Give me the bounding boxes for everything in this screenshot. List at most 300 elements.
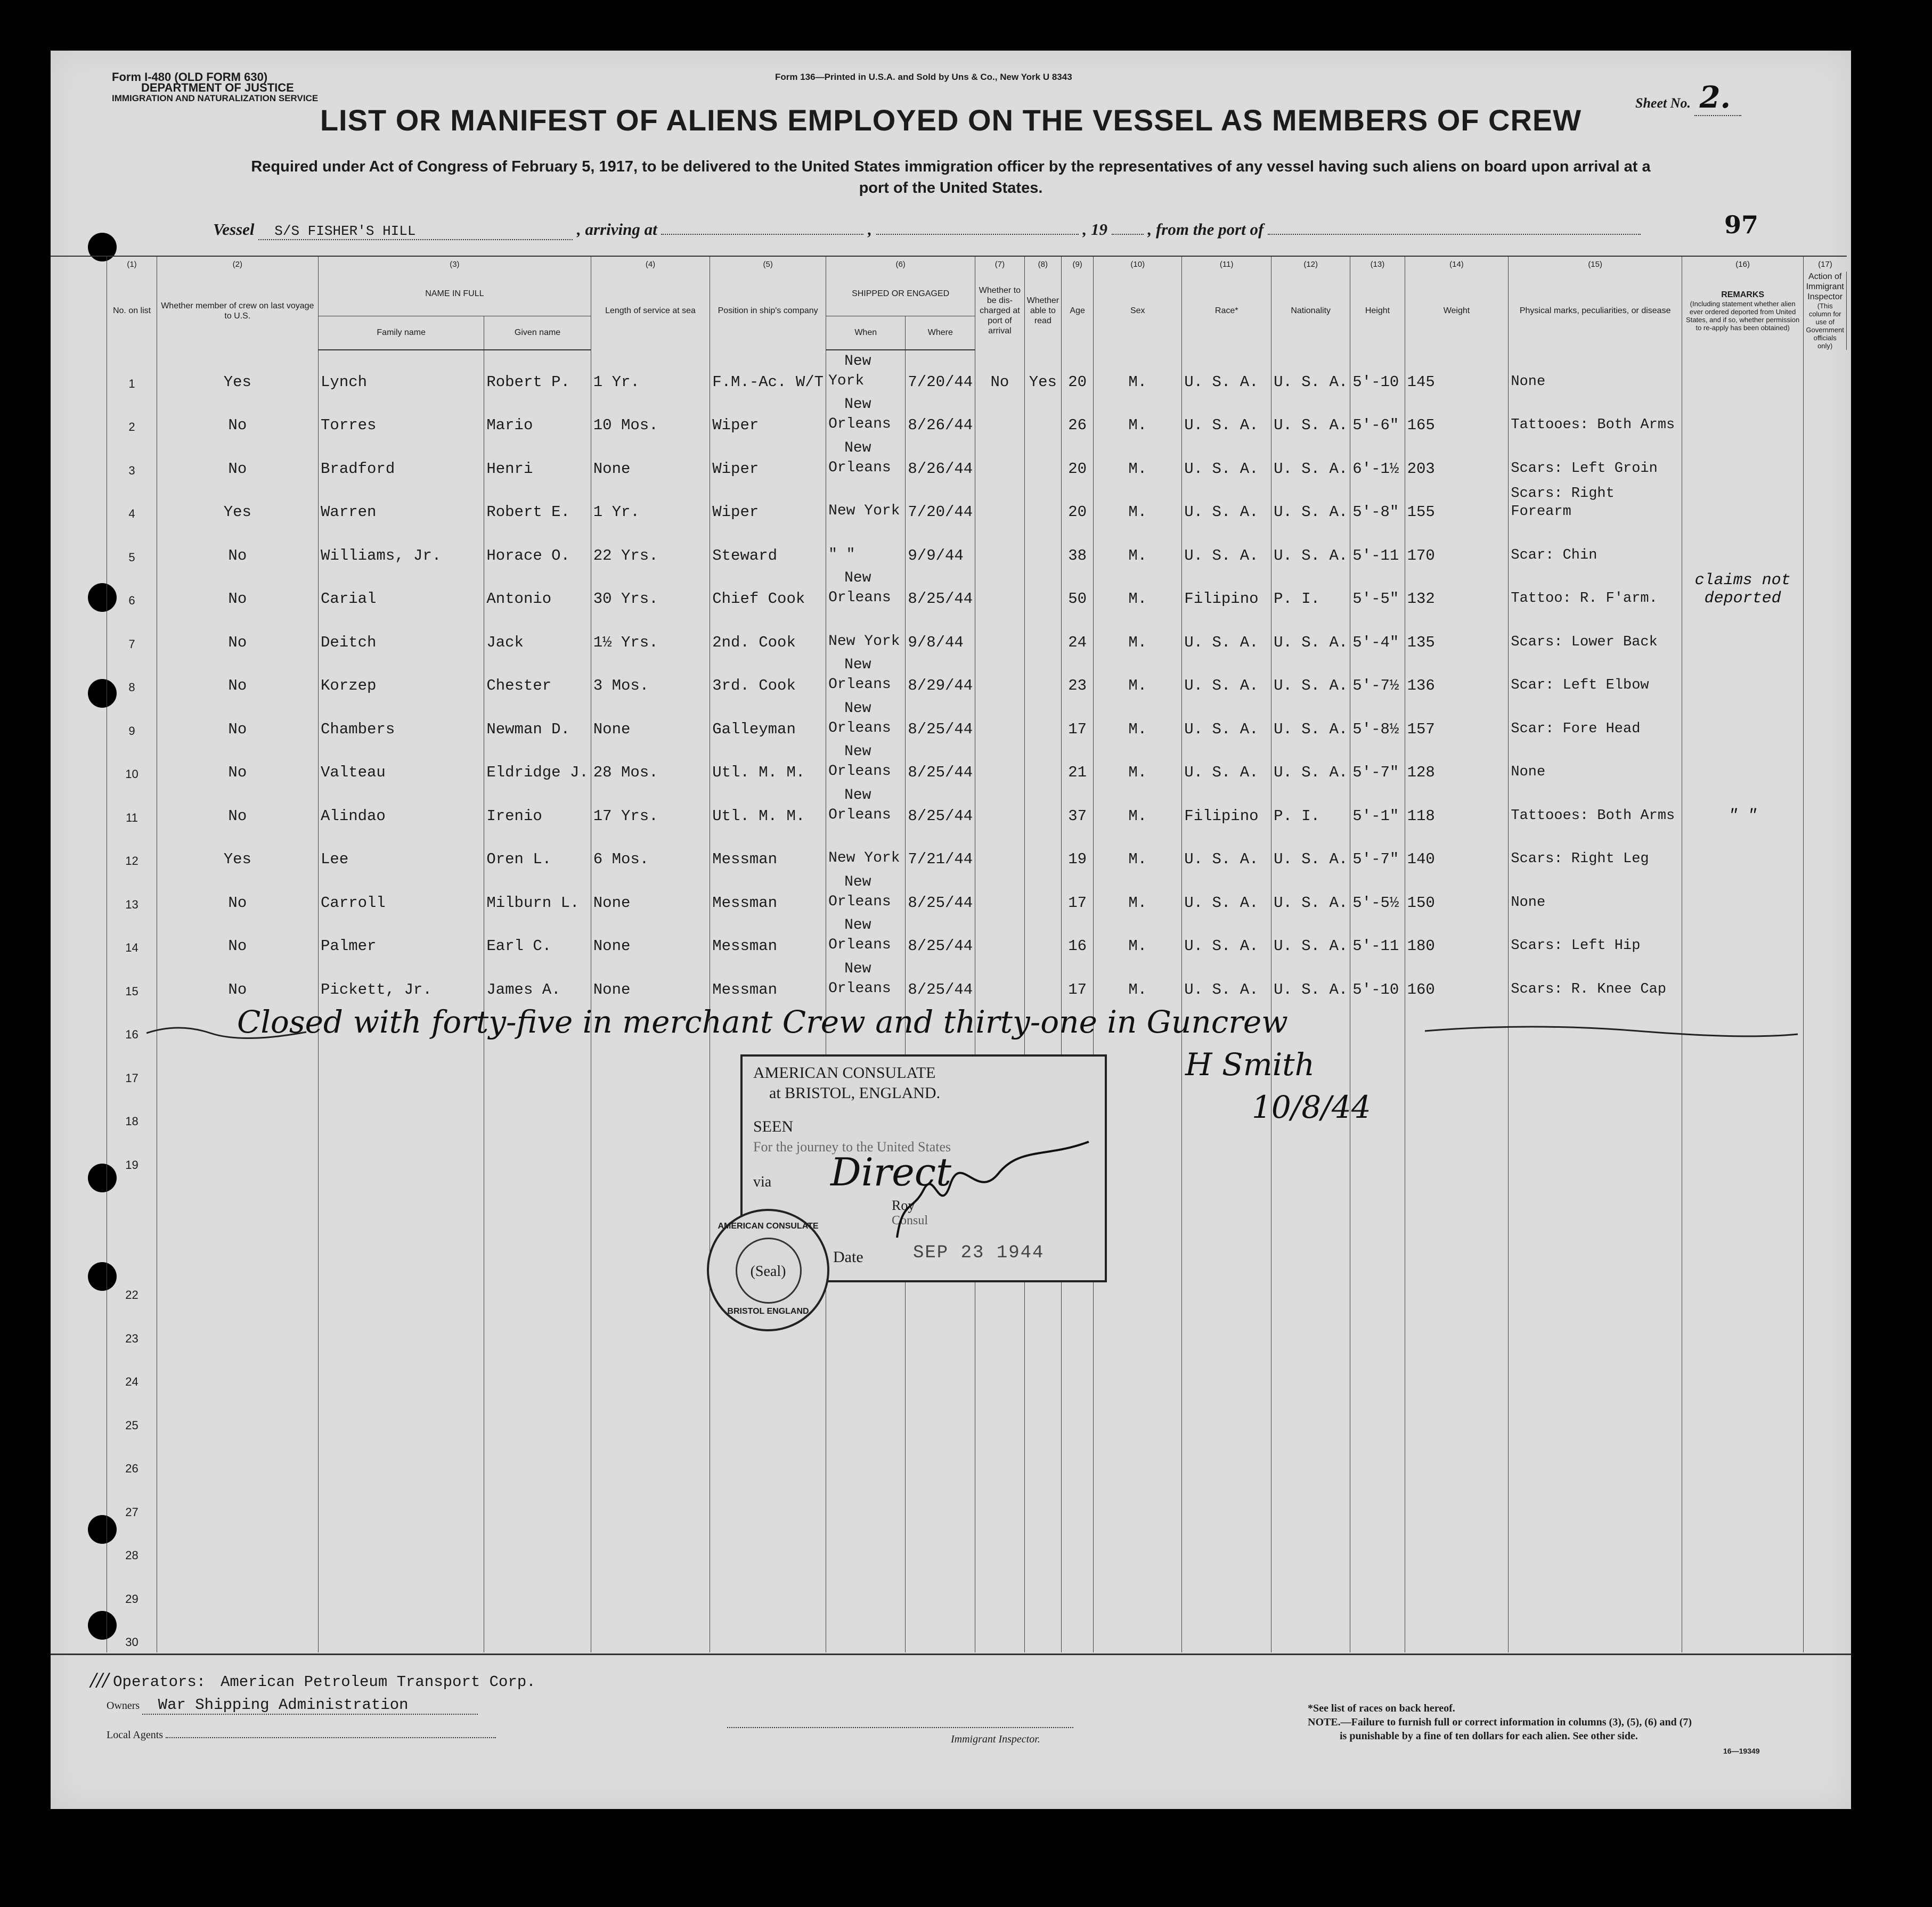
empty-row — [51, 1609, 1851, 1653]
cell-position: Messman — [710, 958, 826, 1002]
cell-when-bottom: New York — [828, 503, 900, 519]
cell-marks: Scars: R. Knee Cap — [1509, 958, 1682, 1002]
cell-given: Robert E. — [484, 481, 591, 525]
cell-action — [1804, 524, 1847, 568]
cell-family: Carial — [319, 568, 484, 611]
cell-age: 26 — [1062, 394, 1094, 438]
cell-sex: M. — [1094, 481, 1182, 525]
manifest-sheet — [51, 51, 1851, 1809]
owners-value: War Shipping Administration — [142, 1696, 478, 1715]
cell-weight: 203 — [1405, 437, 1509, 481]
cell-remarks — [1682, 394, 1803, 438]
header-given-name: Given name — [484, 316, 591, 350]
table-row — [51, 394, 1851, 438]
cell-when-bottom: Orleans — [828, 676, 891, 693]
cell-num: 13 — [107, 871, 157, 915]
cell-where: 8/29/44 — [906, 654, 975, 698]
cell-age: 20 — [1062, 481, 1094, 525]
race-note: *See list of races on back hereof. — [1308, 1703, 1455, 1714]
cell-discharged — [975, 698, 1024, 741]
cell-when-top: New — [844, 700, 871, 717]
cell-given: Mario — [484, 394, 591, 438]
inspector-label: Immigrant Inspector. — [951, 1733, 1040, 1745]
cell-when-top: New — [844, 917, 871, 934]
cell-when — [826, 481, 906, 525]
header-height: Height — [1350, 272, 1405, 350]
cell-where: 8/25/44 — [906, 784, 975, 828]
cell-family: Lynch — [319, 350, 484, 394]
cell-nationality: P. I. — [1271, 784, 1350, 828]
seal-ring-bottom: BRISTOL ENGLAND — [727, 1307, 809, 1316]
cell-read — [1024, 654, 1061, 698]
cell-weight: 170 — [1405, 524, 1509, 568]
cell-when-bottom: Orleans — [828, 806, 891, 823]
cell-service: 22 Yrs. — [591, 524, 710, 568]
empty-row — [51, 1392, 1851, 1436]
cell-family: Warren — [319, 481, 484, 525]
cell-when — [826, 698, 906, 741]
cell-nationality: U. S. A. — [1271, 915, 1350, 959]
cell-given: Horace O. — [484, 524, 591, 568]
cell-sex: M. — [1094, 437, 1182, 481]
cell-height: 5'-6" — [1350, 394, 1405, 438]
cell-age: 38 — [1062, 524, 1094, 568]
col-num: (4) — [591, 256, 710, 272]
cell-last: No — [157, 654, 318, 698]
cell-marks: None — [1509, 741, 1682, 785]
department-line: DEPARTMENT OF JUSTICE — [141, 81, 294, 94]
cell-position: Wiper — [710, 481, 826, 525]
cell-age: 17 — [1062, 871, 1094, 915]
cell-family: Bradford — [319, 437, 484, 481]
cell-when-top: New — [844, 439, 871, 456]
cell-marks: Scars: Lower Back — [1509, 611, 1682, 654]
col-num: (17) — [1804, 256, 1847, 272]
cell-remarks — [1682, 481, 1803, 525]
cell-remarks — [1682, 698, 1803, 741]
col-num: (8) — [1024, 256, 1061, 272]
cell-given: Newman D. — [484, 698, 591, 741]
cell-marks: Scars: Right Leg — [1509, 828, 1682, 872]
cell-height: 5'-1" — [1350, 784, 1405, 828]
agents-label: Local Agents — [107, 1729, 164, 1741]
cell-nationality: U. S. A. — [1271, 481, 1350, 525]
cell-last: No — [157, 437, 318, 481]
cell-when-bottom: Orleans — [828, 937, 891, 953]
cell-service: None — [591, 698, 710, 741]
subtitle-line-2: port of the United States. — [859, 179, 1043, 197]
stamp-date-value: SEP 23 1944 — [913, 1243, 1045, 1263]
empty-row-number: 16 — [107, 1002, 157, 1045]
cell-when-bottom: Orleans — [828, 893, 891, 910]
cell-num: 8 — [107, 654, 157, 698]
empty-row — [51, 1349, 1851, 1393]
cell-last: No — [157, 524, 318, 568]
cell-when-top: New — [844, 570, 871, 586]
printer-note: Form 136—Printed in U.S.A. and Sold by Uns & Co., New York U 8343 — [775, 72, 1072, 82]
table-row — [51, 568, 1851, 611]
cell-family: Carroll — [319, 871, 484, 915]
cell-marks: Scar: Fore Head — [1509, 698, 1682, 741]
cell-weight: 160 — [1405, 958, 1509, 1002]
cell-num: 7 — [107, 611, 157, 654]
cell-height: 5'-5" — [1350, 568, 1405, 611]
cell-marks: None — [1509, 350, 1682, 394]
remarks-note: (Including statement whether alien ever ordered deported from United States, and if so, whether permission to re-apply has been obtained) — [1686, 300, 1800, 332]
cell-marks: Tattooes: Both Arms — [1509, 784, 1682, 828]
cell-service: 17 Yrs. — [591, 784, 710, 828]
cell-discharged — [975, 611, 1024, 654]
action-note: (This column for use of Government officials only) — [1806, 302, 1844, 350]
cell-when — [826, 568, 906, 611]
cell-when-bottom: Orleans — [828, 459, 891, 476]
cell-sex: M. — [1094, 828, 1182, 872]
empty-row-number: 22 — [107, 1262, 157, 1306]
cell-service: None — [591, 915, 710, 959]
cell-age: 16 — [1062, 915, 1094, 959]
cell-sex: M. — [1094, 741, 1182, 785]
cell-service: None — [591, 958, 710, 1002]
empty-row-number: 17 — [107, 1045, 157, 1088]
empty-row — [51, 1523, 1851, 1566]
cell-when-top: New — [844, 353, 871, 370]
cell-when-bottom: " " — [828, 546, 855, 563]
crew-manifest-table — [51, 256, 1851, 1652]
cell-where: 8/25/44 — [906, 915, 975, 959]
cell-race: U. S. A. — [1182, 350, 1271, 394]
cell-age: 50 — [1062, 568, 1094, 611]
cell-read — [1024, 698, 1061, 741]
cell-service: None — [591, 437, 710, 481]
col-num: (14) — [1405, 256, 1509, 272]
cell-discharged — [975, 741, 1024, 785]
sheet-label: Sheet No. — [1635, 95, 1691, 111]
cell-marks: Tattooes: Both Arms — [1509, 394, 1682, 438]
cell-num: 14 — [107, 915, 157, 959]
stamp-officer: Roy — [892, 1198, 915, 1213]
header-when: When — [826, 316, 906, 350]
cell-weight: 165 — [1405, 394, 1509, 438]
cell-sex: M. — [1094, 958, 1182, 1002]
cell-discharged: No — [975, 350, 1024, 394]
cell-remarks — [1682, 350, 1803, 394]
cell-remarks — [1682, 437, 1803, 481]
cell-num: 10 — [107, 741, 157, 785]
col-num: (5) — [710, 256, 826, 272]
header-where: Where — [906, 316, 975, 350]
column-header-row — [51, 272, 1851, 316]
cell-marks: Scars: Left Groin — [1509, 437, 1682, 481]
cell-when — [826, 828, 906, 872]
header-discharged: Whether to be dis-charged at port of arrival — [975, 272, 1024, 350]
cell-sex: M. — [1094, 568, 1182, 611]
cell-read — [1024, 481, 1061, 525]
table-row — [51, 958, 1851, 1002]
cell-when-top: New — [844, 657, 871, 673]
cell-action — [1804, 871, 1847, 915]
cell-race: U. S. A. — [1182, 524, 1271, 568]
cell-height: 5'-11 — [1350, 915, 1405, 959]
cell-action — [1804, 437, 1847, 481]
operators-line: /// Operators: American Petroleum Transport Corp. — [91, 1669, 536, 1691]
page-number: 97 — [1724, 210, 1759, 239]
cell-remarks — [1682, 915, 1803, 959]
cell-where: 8/25/44 — [906, 741, 975, 785]
table-row — [51, 741, 1851, 785]
agents-line — [107, 1729, 496, 1741]
cell-nationality: U. S. A. — [1271, 698, 1350, 741]
cell-service: 28 Mos. — [591, 741, 710, 785]
header-sex: Sex — [1094, 272, 1182, 350]
cell-nationality: U. S. A. — [1271, 828, 1350, 872]
cell-height: 5'-10 — [1350, 958, 1405, 1002]
cell-last: No — [157, 915, 318, 959]
cell-service: 10 Mos. — [591, 394, 710, 438]
footer-notes — [1308, 1701, 1692, 1743]
empty-row-number: 18 — [107, 1088, 157, 1132]
cell-when-top: New — [844, 743, 871, 760]
cell-last: No — [157, 871, 318, 915]
cell-family: Alindao — [319, 784, 484, 828]
empty-row-number: 24 — [107, 1349, 157, 1393]
cell-service: 1½ Yrs. — [591, 611, 710, 654]
cell-service: 1 Yr. — [591, 350, 710, 394]
cell-last: Yes — [157, 481, 318, 525]
consulate-seal — [707, 1209, 829, 1331]
empty-row-number: 27 — [107, 1479, 157, 1523]
cell-position: Wiper — [710, 394, 826, 438]
cell-remarks: " " — [1682, 784, 1803, 828]
page-subtitle — [99, 156, 1803, 199]
cell-height: 5'-11 — [1350, 524, 1405, 568]
action-title: Action of Immigrant Inspector — [1806, 272, 1844, 301]
cell-num: 9 — [107, 698, 157, 741]
form-info — [112, 72, 318, 104]
sheet-number: 2. — [1694, 80, 1741, 116]
stamp-line-2: at BRISTOL, ENGLAND. — [769, 1084, 941, 1102]
cell-height: 5'-5½ — [1350, 871, 1405, 915]
cell-when — [826, 958, 906, 1002]
cell-action — [1804, 611, 1847, 654]
crew-rows — [51, 350, 1851, 1652]
table-row — [51, 915, 1851, 959]
cell-race: U. S. A. — [1182, 958, 1271, 1002]
signature: H Smith — [1185, 1046, 1315, 1083]
cell-given: Earl C. — [484, 915, 591, 959]
stamp-journey: For the journey to the United States — [753, 1139, 951, 1155]
empty-row — [51, 1305, 1851, 1349]
cell-where: 8/25/44 — [906, 698, 975, 741]
cell-where: 8/26/44 — [906, 394, 975, 438]
cell-nationality: U. S. A. — [1271, 871, 1350, 915]
cell-read — [1024, 611, 1061, 654]
cell-discharged — [975, 481, 1024, 525]
cell-weight: 128 — [1405, 741, 1509, 785]
cell-marks: Scar: Chin — [1509, 524, 1682, 568]
cell-position: Utl. M. M. — [710, 784, 826, 828]
cell-nationality: U. S. A. — [1271, 524, 1350, 568]
form-code: 16—19349 — [1723, 1747, 1760, 1755]
cell-read — [1024, 741, 1061, 785]
cell-position: 3rd. Cook — [710, 654, 826, 698]
col-num: (15) — [1509, 256, 1682, 272]
stamp-seen: SEEN — [753, 1118, 793, 1135]
arriving-label: , arriving at — [577, 220, 657, 239]
header-able-read: Whether able to read — [1024, 272, 1061, 350]
stamp-via-value: Direct — [830, 1150, 952, 1194]
cell-when-top: New — [844, 787, 871, 804]
cell-weight: 180 — [1405, 915, 1509, 959]
cell-weight: 150 — [1405, 871, 1509, 915]
service-line: IMMIGRATION AND NATURALIZATION SERVICE — [112, 93, 319, 103]
cell-when — [826, 784, 906, 828]
cell-service: 30 Yrs. — [591, 568, 710, 611]
cell-when-bottom: Orleans — [828, 590, 891, 606]
cell-marks: Scars: Left Hip — [1509, 915, 1682, 959]
cell-weight: 140 — [1405, 828, 1509, 872]
cell-family: Torres — [319, 394, 484, 438]
stamp-date-label: Date — [833, 1248, 863, 1266]
cell-family: Williams, Jr. — [319, 524, 484, 568]
cell-when-bottom: York — [828, 372, 865, 389]
cell-weight: 145 — [1405, 350, 1509, 394]
cell-age: 17 — [1062, 698, 1094, 741]
cell-read — [1024, 784, 1061, 828]
cell-remarks — [1682, 741, 1803, 785]
cell-action — [1804, 741, 1847, 785]
cell-when-top: New — [844, 396, 871, 413]
cell-service: 6 Mos. — [591, 828, 710, 872]
cell-race: U. S. A. — [1182, 915, 1271, 959]
cell-when-bottom: Orleans — [828, 980, 891, 997]
cell-race: U. S. A. — [1182, 741, 1271, 785]
cell-when — [826, 350, 906, 394]
cell-discharged — [975, 524, 1024, 568]
cell-given: James A. — [484, 958, 591, 1002]
table-row — [51, 698, 1851, 741]
cell-num: 12 — [107, 828, 157, 872]
header-weight: Weight — [1405, 272, 1509, 350]
cell-position: Messman — [710, 828, 826, 872]
empty-row-number — [107, 1218, 157, 1262]
seal-ring-top: AMERICAN CONSULATE — [718, 1222, 819, 1231]
cell-action — [1804, 568, 1847, 611]
stamp-line-1: AMERICAN CONSULATE — [753, 1064, 936, 1082]
empty-row — [51, 1566, 1851, 1609]
cell-when-bottom: New York — [828, 633, 900, 650]
cell-remarks: claims not deported — [1682, 568, 1803, 611]
cell-position: 2nd. Cook — [710, 611, 826, 654]
cell-where: 9/9/44 — [906, 524, 975, 568]
cell-family: Korzep — [319, 654, 484, 698]
table-row — [51, 828, 1851, 872]
cell-where: 8/25/44 — [906, 568, 975, 611]
cell-family: Lee — [319, 828, 484, 872]
cell-read — [1024, 915, 1061, 959]
empty-row-number: 28 — [107, 1523, 157, 1566]
header-name-in-full: NAME IN FULL — [319, 272, 591, 316]
cell-remarks — [1682, 828, 1803, 872]
cell-height: 5'-7½ — [1350, 654, 1405, 698]
cell-when-top: New — [844, 960, 871, 977]
col-num: (10) — [1094, 256, 1182, 272]
cell-height: 6'-1½ — [1350, 437, 1405, 481]
cell-read — [1024, 871, 1061, 915]
cell-where: 7/21/44 — [906, 828, 975, 872]
owners-line — [107, 1696, 478, 1715]
cell-race: U. S. A. — [1182, 481, 1271, 525]
cell-height: 5'-7" — [1350, 741, 1405, 785]
cell-race: Filipino — [1182, 568, 1271, 611]
page-title: LIST OR MANIFEST OF ALIENS EMPLOYED ON THE VESSEL AS MEMBERS OF CREW — [320, 103, 1582, 137]
cell-age: 19 — [1062, 828, 1094, 872]
cell-read: Yes — [1024, 350, 1061, 394]
cell-num: 3 — [107, 437, 157, 481]
cell-remarks — [1682, 524, 1803, 568]
cell-nationality: U. S. A. — [1271, 394, 1350, 438]
table-row — [51, 654, 1851, 698]
cell-when — [826, 654, 906, 698]
cell-given: Oren L. — [484, 828, 591, 872]
year-label: , 19 — [1082, 220, 1107, 239]
form-number: Form I-480 (OLD FORM 630) — [112, 70, 268, 84]
empty-row — [51, 1436, 1851, 1479]
vessel-label: Vessel — [213, 220, 255, 239]
stamp-consul: Consul — [892, 1214, 928, 1227]
cell-family: Palmer — [319, 915, 484, 959]
cell-read — [1024, 394, 1061, 438]
cell-remarks — [1682, 871, 1803, 915]
cell-action — [1804, 654, 1847, 698]
header-position: Position in ship's company — [710, 272, 826, 350]
cell-action — [1804, 698, 1847, 741]
header-race: Race* — [1182, 272, 1271, 350]
empty-row-number — [107, 1175, 157, 1219]
header-last-voyage: Whether member of crew on last voyage to U.S. — [157, 272, 318, 350]
operators-label: Operators: — [113, 1673, 206, 1691]
cell-read — [1024, 524, 1061, 568]
cell-race: U. S. A. — [1182, 871, 1271, 915]
cell-race: U. S. A. — [1182, 828, 1271, 872]
cell-sex: M. — [1094, 611, 1182, 654]
cell-where: 7/20/44 — [906, 350, 975, 394]
empty-row-number: 26 — [107, 1436, 157, 1479]
cell-family: Valteau — [319, 741, 484, 785]
table-row — [51, 481, 1851, 525]
closing-note: Closed with forty-five in merchant Crew and thirty-one in Guncrew — [237, 1004, 1288, 1040]
cell-position: Messman — [710, 871, 826, 915]
cell-marks: None — [1509, 871, 1682, 915]
cell-age: 21 — [1062, 741, 1094, 785]
cell-action — [1804, 915, 1847, 959]
cell-height: 5'-10 — [1350, 350, 1405, 394]
cell-last: No — [157, 698, 318, 741]
cell-num: 5 — [107, 524, 157, 568]
table-row — [51, 524, 1851, 568]
cell-discharged — [975, 394, 1024, 438]
cell-action — [1804, 828, 1847, 872]
cell-when — [826, 871, 906, 915]
cell-where: 7/20/44 — [906, 481, 975, 525]
cell-remarks — [1682, 611, 1803, 654]
cell-action — [1804, 958, 1847, 1002]
cell-when — [826, 524, 906, 568]
consul-signature-scrawl — [892, 1136, 1094, 1248]
col-num: (2) — [157, 256, 318, 272]
seal-label: (Seal) — [750, 1263, 786, 1280]
cell-num: 2 — [107, 394, 157, 438]
cell-age: 24 — [1062, 611, 1094, 654]
